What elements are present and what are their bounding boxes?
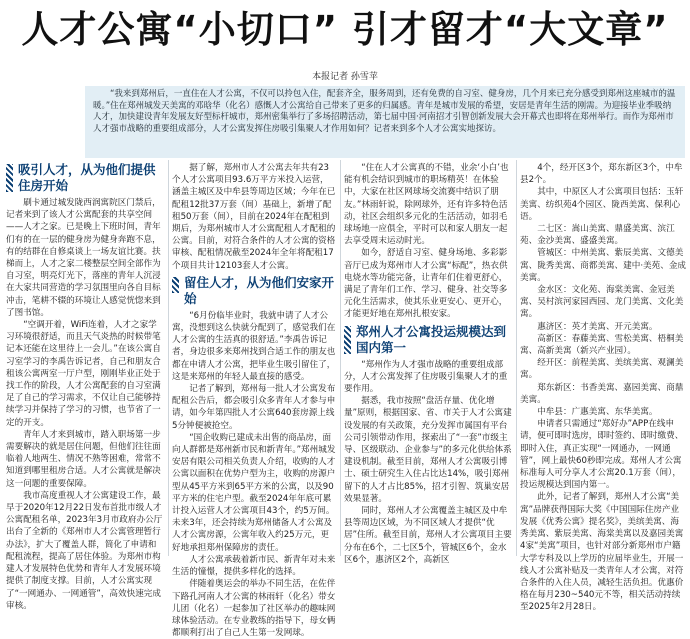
section-heading-2: 留住人才，从为他们安家开始 [184, 274, 335, 306]
paragraph: “国企收购已建成未出售的商品房，面向人群都是郑州新市民和新青年。”郑州城发安居有限公司相关负责人介绍，收购的人才公寓以面积在优势户型为主，收购的房源户型从45平方米到65平方米的公寓，以及90平方米的住宅户型。截至2024年年底可累计投入运营人才公寓项目43个，约5万间。未来3年，还会持续为郑州储备人才公寓及人才公寓房源，公寓年收入约25万元，更好地承担郑州保障房的责任。 [172, 432, 336, 553]
column-2 [172, 162, 336, 639]
paragraph: 经开区：前程美寓、美缤美寓、观澜美寓。 [520, 358, 684, 381]
paragraph: 申请者只需通过“郑好办”APP在线申请，便可即时选房，即时签约、即时缴费、即时入住，真正实现“一网通办，一网通管”，网上最快60秒即完成。郑州人才公寓标准每人可分享人才公寓20.1万套（间），投运规模达到国内第一。 [520, 419, 684, 491]
paragraph: 4个，经开区3个，郑东新区3个，中牟县2个。 [520, 163, 683, 186]
column-4 [520, 162, 687, 613]
paragraph: 郑东新区：书香美寓、嘉园美寓、商鼎美寓。 [520, 382, 684, 405]
section-heading-1: 吸引人才，从为他们提供住房开始 [18, 162, 156, 193]
paragraph: 青年人才来到城市，踏入职场第一步需要解决的就是居住问题，但他们往往面临着人地两生、情况不熟等困难，常常不知道到哪里租房合适。人才公寓就是解决这一问题的重要保障。 [6, 429, 161, 489]
column-3 [344, 162, 512, 565]
column-1 [6, 162, 164, 611]
paragraph: 惠济区：英才美寓、开元美寓。 [537, 321, 658, 332]
column-divider [516, 160, 517, 556]
paragraph: 我市高度重视人才公寓建设工作，最早于2020年12月22日发布首批市级人才公寓配租名单，2023年3月市政府办公厅出台了全新的《郑州市人才公寓管理暂行办法》，扩大了覆盖人群，简化了申请和配租流程，提高了居住体验。为郑州市构建人才发展特色优势和青年人才发展环境提供了制度支撑。目前，人才公寓实现了“一网通办、一网通管”，高效快速完成审核。 [6, 490, 163, 611]
byline: 本报记者 孙雪苹 [312, 72, 378, 82]
section-heading-wrap [172, 275, 336, 310]
paragraph: 如今，舒适自习室、健身场地、多彩影音厅已成为郑州市人才公寓“标配”，热衣供电烧水等功能完备，让青年们住着更舒心，满足了青年们工作、学习、健身、社交等多元化生活需求，使其乐业更安心、更开心，才能更好地在郑州扎根安家。 [344, 248, 508, 320]
column-divider [168, 160, 169, 556]
heading-marker-icon [6, 164, 13, 192]
paragraph: 据悉，我市按照“盘活存量、优化增量”原则，根据国家、省、市关于人才公寓建设发展的有关政策，充分发挥市属国有平台公司引领带动作用，探索出了“一套”市级主导、区级联动、企业参与”的多元化供给体系建设机制。截至目前，郑州人才公寓吸引博士、硕士研究生入住占比达14%，吸引郑州留下的人才占比85%，招才引智、筑巢安居效果显著。 [344, 396, 512, 504]
paragraph: 金水区：文化苑、海棠美寓、金冠美寓、吴村滨河家园西园、龙门美寓、文化美寓。 [520, 285, 684, 320]
paragraph: 据了解，郑州市人才公寓去年共有23个人才公寓项目93.6万平方米投入运营，涵盖主城区及中牟县等周边区域；今年在已配租12批37万套（间）基础上，新增了配租50万套（间），目前在2024年在配租到期后，为郑州城市人才公寓配租人才配租的公寓。目前，对符合条件的人才公寓的资格审核、配租情况截至2024年全年将配租17个项目共计12103套人才公寓。 [172, 163, 336, 271]
paragraph: 二七区：嵩山美寓、鼎盛美寓、滨江苑、金沙美寓、盛盛美寓。 [520, 224, 675, 247]
paragraph: “郑州作为人才强市战略的重要组成部分，人才公寓发挥了住房吸引集聚人才的重要作用。 [344, 359, 508, 395]
paragraph: 此外，记者了解到，郑州人才公寓“美寓”品牌获得国际大奖《中国国际住房产业发展《优秀公寓》提名奖》，美缤美寓、海秀美寓、紫辰美寓、海棠美寓以及嘉园美寓4家“美寓”项目，也针对部分新郑州市户籍大学专科及以上学历的应届毕业生，开展一线人才公寓补贴及一类青年人才公寓，对符合条件的入住人员，减轻生活负担。优惠价格在每月230~540元不等，相关活动持续至2025年2月28日。 [520, 492, 684, 613]
paragraph: “住在人才公寓真的不错，业余‘小白’也能有机会结识到城市的职场精英！在体验中，大家在社区网球场交流赛中结识了朋友。”林雨轩说，除网球外，还有许多特色活动，社区会组织多元化的生活活动，如羽毛球场地一应俱全，平时可以和家人朋友一起去享受周末运动时光。 [344, 163, 509, 247]
paragraph: “6月份临毕业时，我就申请了人才公寓，没想到这么快就分配到了，感觉我们在人才公寓的生活真的很舒适。”李禹告诉记者，身边很多来郑州找到合适工作的朋友也都在申请人才公寓，把毕业生吸引留住了，这是来郑州的年轻人最直接的感受。 [172, 310, 336, 382]
paragraph: 高新区：春藤美寓、雪松美寓、梧桐美寓、高新美寓（新兴产业园）。 [520, 333, 684, 357]
intro-box: “我来到郑州后，一直住在人才公寓，不仅可以拎包入住，配套齐全，服务周到，还有免费的自习室、健身房，几个月来已充分感受到郑州这座城市的温暖。”住在郑州城发天美寓的邓晗华（化名）感慨人才公寓给自己带来了更多的归属感。青年是城市发展的希望，安居是青年生活的刚需。为迎接毕业季吸纳人才，加快建设青年发展友好型标杆城市，郑州密集举行了多场招聘活动，第七届中国·河南招才引智创新发展大会开幕式也即将在郑州举行。而作为郑州市人才强市战略的重要组成部分，人才公寓发挥住房吸引集聚人才作用如何？记者来到多个人才公寓实地探访。 [85, 86, 685, 158]
paragraph: “空调开着，WiFi连着，人才之家学习环境很舒适，而且天气炎热的时候带笔记本还能在这里待上一会儿。”在该公寓自习室学习的李禹告诉记者，自己和朋友合租该公寓两室一厅户型，刚刚毕业正处于找工作的阶段，人才公寓配套的自习室满足了自己的学习需求，不仅让自己能够持续学习并保持了学习的习惯，也节省了一定的开支。 [6, 320, 161, 428]
paragraph: 伴随着奥运会的举办不同生活，在佐伴下路孔河南人才公寓的林雨轩（化名）带女儿团（化名）一起参加了社区举办的趣味网球体验活动。在专业教练的指导下，母女俩都顺利打出了自己人生第一发网球。 [172, 579, 336, 639]
section-heading-wrap [344, 324, 512, 359]
paragraph: 中牟县：广惠美寓、东华美寓。 [537, 407, 658, 418]
paragraph: 刷卡通过城发陇西润寓院区门禁后，记者来到了该人才公寓配套的共享空间——人才之家。已是晚上下班时间，青年们有的在一层的健身房为健身奔跑不息，有的结群在自修桌谈上一场友谊比赛。扶梯而上，人才之家二楼整层空间全部作为自习室，明亮灯光下，落座的青年人沉浸在大家共同营造的学习氛围里向各自目标冲击，笔耕不辍的环境让人感觉恍惚来到了图书馆。 [6, 198, 161, 318]
paragraph: 同时，郑州人才公寓覆盖主城区及中牟县等周边区域，为不同区域人才提供“优居”住所。截至目前，郑州人才公寓项目主要分布在6个，二七区5个，管城区6个，金水区6个，惠济区2个，高新区 [344, 506, 512, 565]
paragraph: 管城区：中州美寓、紫辰美寓、文德美寓、陇秀美寓、商都美寓、建中·美苑、金成美寓。 [520, 248, 687, 283]
section-heading-3: 郑州人才公寓投运规模达到国内第一 [356, 323, 507, 355]
heading-marker-icon [344, 326, 351, 354]
heading-marker-icon [172, 277, 179, 293]
column-divider [340, 160, 341, 556]
paragraph: 记者了解到，郑州每一批人才公寓发布配租公告后，都会吸引众多青年人才参与申请，如今年第四批人才公寓640套房源上线5分钟便被抢空。 [172, 384, 336, 431]
paragraph: 人才公寓承载着新市民、新青年对未来生活的憧憬，提供多样化的选择。 [172, 554, 336, 578]
headline: 人才公寓“小切口” 引才留才“大文章” [21, 8, 669, 51]
paragraph: 其中，中原区人才公寓项目包括：玉轩美寓、纺织苑4个园区、陇西美寓、保利心语。 [520, 187, 684, 222]
section-heading-wrap [6, 162, 164, 197]
